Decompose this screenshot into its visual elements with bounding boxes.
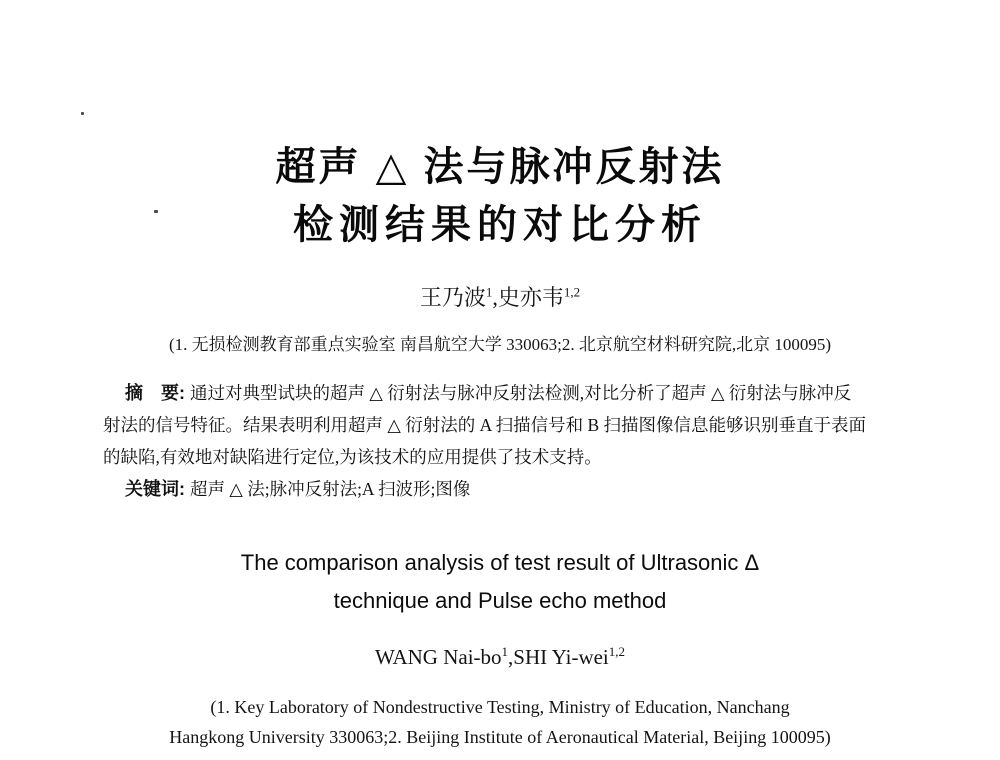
authors-en <box>0 645 1000 670</box>
scan-speck <box>81 112 84 115</box>
affiliation-en-line2: Hangkong University 330063;2. Beijing Institute of Aeronautical Material, Beijing 100095) <box>169 727 831 747</box>
author-en-2-name: SHI Yi-wei <box>513 645 609 669</box>
author-cn-2-affiliation-marker: 1,2 <box>563 284 581 300</box>
abstract-line-3: 的缺陷,有效地对缺陷进行定位,为该技术的应用提供了技术支持。 <box>103 447 602 467</box>
keywords-label: 关键词: <box>125 479 190 499</box>
abstract-line-1 <box>103 377 907 409</box>
authors-cn <box>0 281 1000 312</box>
paper-title-cn-line2: 检测结果的对比分析 <box>293 203 707 247</box>
affiliation-cn: (1. 无损检测教育部重点实验室 南昌航空大学 330063;2. 北京航空材料研究院,北京 100095) <box>168 335 832 354</box>
author-cn-1-name: 王乃波 <box>419 285 486 310</box>
abstract-block <box>103 377 907 505</box>
abstract-line-2: 射法的信号特征。结果表明利用超声 △ 衍射法的 A 扫描信号和 B 扫描图像信息能够识别垂直于表面 <box>103 415 867 435</box>
authors-cn-separator: , <box>492 285 498 310</box>
paper-title-cn-line1: 超声 △ 法与脉冲反射法 <box>275 145 725 189</box>
abstract-text-1: 通过对典型试块的超声 △ 衍射法与脉冲反射法检测,对比分析了超声 △ 衍射法与脉冲反 <box>190 383 852 403</box>
abstract-label: 摘 要: <box>125 383 190 403</box>
keywords-text: 超声 △ 法;脉冲反射法;A 扫波形;图像 <box>190 479 471 499</box>
author-en-2-affiliation-marker: 1,2 <box>608 644 626 659</box>
author-en-1-name: WANG Nai-bo <box>374 645 502 669</box>
keywords-line <box>103 473 907 505</box>
author-en-1-affiliation-marker: 1 <box>501 644 509 659</box>
affiliation-en-line1: (1. Key Laboratory of Nondestructive Testing, Ministry of Education, Nanchang <box>210 697 790 717</box>
paper-title-en-line2: technique and Pulse echo method <box>333 588 667 613</box>
authors-en-separator: , <box>508 645 514 669</box>
paper-title-en-line1: The comparison analysis of test result of Ultrasonic Δ <box>240 550 760 575</box>
author-cn-1-affiliation-marker: 1 <box>485 284 493 300</box>
author-cn-2-name: 史亦韦 <box>497 285 564 310</box>
